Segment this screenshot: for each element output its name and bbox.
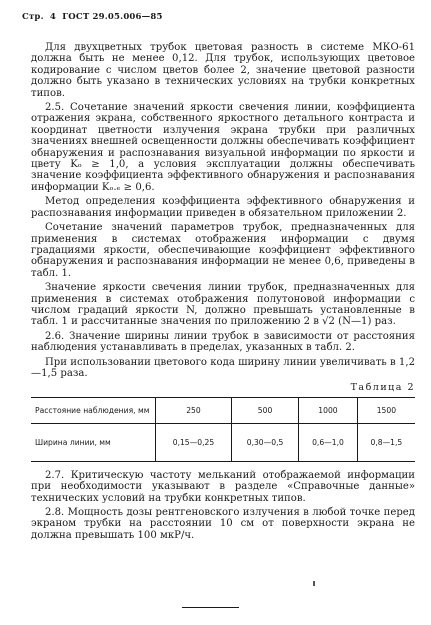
paragraph-2-7: 2.7. Критическую частоту мельканий отображаемой информации при необходимости указывают в разделе «Справочные данные» технических условий на трубки конкретных типов. bbox=[31, 469, 415, 504]
paragraph-2-8: 2.8. Мощность дозы рентгеновского излучения в любой точке перед экраном трубки на расстоянии 10 см от поверхности экрана не должна превышать 100 мкР/ч. bbox=[31, 507, 415, 541]
paragraph-color-code: При использовании цветового кода ширину линии увеличивать в 1,2—1,5 раза. bbox=[31, 356, 415, 379]
table-header-cell: 1500 bbox=[357, 397, 415, 423]
table-2 bbox=[31, 397, 415, 462]
paragraph-method-reference: Метод определения коэффициента эффективного обнаружения и распознавания информации приведен в обязательном приложении 2. bbox=[31, 196, 415, 219]
footer-rule bbox=[182, 607, 239, 608]
footer-mark bbox=[313, 581, 315, 586]
paragraph-two-gradations: Сочетание значений параметров трубок, предназначенных для применения в системах отображения информации с двумя градациями яркости, обеспечивающие коэффициент эффективного обнаружения и распознавания информации не менее 0,6, приведены в табл. 1. bbox=[31, 222, 415, 279]
table-row bbox=[31, 423, 415, 461]
page-header bbox=[22, 12, 166, 22]
table-caption: Таблица 2 bbox=[350, 382, 415, 394]
paragraph-2-6: 2.6. Значение ширины линии трубок в зависимости от расстояния наблюдения устанавливать в пределах, указанных в табл. 2. bbox=[31, 330, 415, 354]
table-cell: 0,8—1,5 bbox=[357, 423, 415, 461]
page-number: 4 bbox=[49, 12, 57, 22]
table-cell: 0,30—0,5 bbox=[231, 423, 298, 461]
paragraph-color-difference: Для двухцветных трубок цветовая разность в системе МКО-61 должна быть не менее 0,12. Для трубок, использующих цветовое кодирование с числом цветов более 2, значение цветовой разности должно быть указано в технических условиях на трубки конкретных типов. bbox=[31, 42, 415, 99]
table-header-cell: 500 bbox=[231, 397, 298, 423]
standard-code: ГОСТ 29.05.006—85 bbox=[62, 12, 163, 22]
table-header-cell: 1000 bbox=[299, 397, 358, 423]
page-label: Стр. bbox=[22, 12, 44, 22]
table-header-row bbox=[31, 397, 415, 423]
table-header-cell: Расстояние наблюдения, мм bbox=[35, 405, 150, 415]
table-header-cell: 250 bbox=[156, 397, 232, 423]
table-cell: 0,15—0,25 bbox=[156, 423, 232, 461]
paragraph-halftone-brightness: Значение яркости свечения линии трубок, предназначенных для применения в системах отображения полутоновой информации с числом градаций яркости N, должно превышать установленные в табл. 1 и рассчитанные значения по приложению 2 в √2 (N—1) раз. bbox=[31, 282, 415, 328]
table-cell: Ширина линии, мм bbox=[35, 437, 111, 447]
page-body bbox=[31, 42, 415, 544]
paragraph-2-5: 2.5. Сочетание значений яркости свечения линии, коэффициента отражения экрана, собственного яркостного детального контраста и координат цветности излучения экрана трубки при различных значениях внешней освещенности должны обеспечивать коэффициент обнаружения и распознавания визуальной информации по яркости и цвету Kₒ ≥ 1,0, а условия эксплуатации должны обеспечивать значение коэффициента эффективного обнаружения и распознавания информации Kₒ.ₑ ≥ 0,6. bbox=[31, 102, 415, 193]
table-cell: 0,6—1,0 bbox=[299, 423, 358, 461]
